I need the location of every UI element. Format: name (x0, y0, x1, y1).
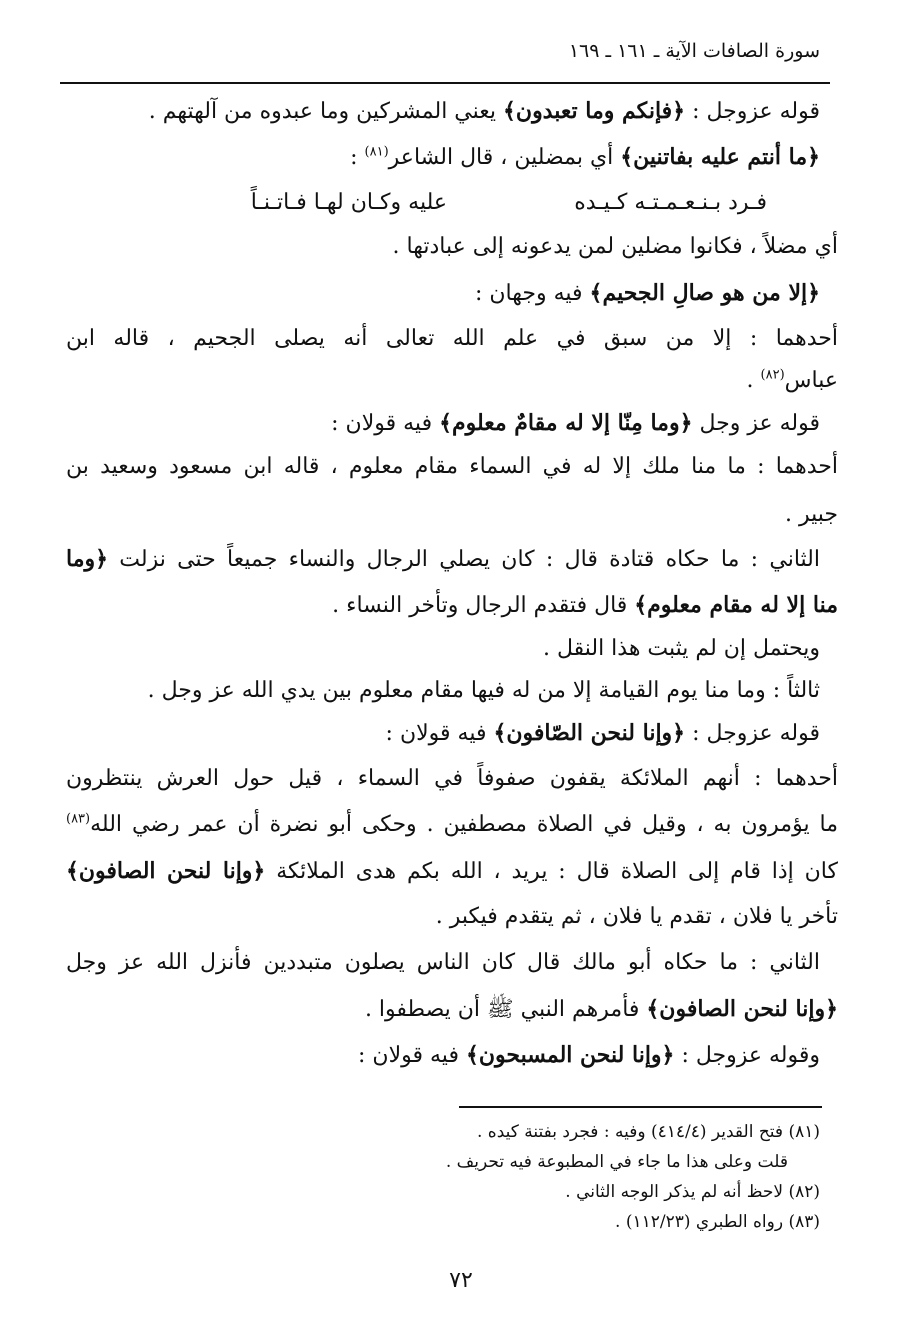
text: فيه وجهان : (474, 281, 590, 306)
running-head: سورة الصافات الآية ـ ١٦١ ـ ١٦٩ (568, 40, 820, 62)
body-line-5 (475, 278, 820, 309)
body-line-8 (331, 408, 820, 439)
footnote-rule (459, 1106, 822, 1108)
footnote-81: (٨١) فتح القدير (٤١٤/٤) وفيه : فجرد بفتنة كيده . (477, 1122, 820, 1142)
text: فيه قولان : (358, 1043, 466, 1068)
quran-quote: ﴿وإنا لنحن المسبحون﴾ (465, 1042, 675, 1068)
body-line-17 (66, 810, 838, 840)
footnote-82: (٨٢) لاحظ أنه لم يذكر الوجه الثاني . (565, 1182, 820, 1202)
text: قوله عز وجل (692, 411, 820, 436)
text: الثاني : ما حكاه قتادة قال : كان يصلي الرجال والنساء جميعاً حتى نزلت (108, 547, 820, 572)
text: : (350, 145, 365, 170)
body-line-11 (66, 544, 820, 575)
body-line-2 (350, 142, 820, 173)
body-line-22 (358, 1040, 820, 1071)
footnote-81-remark: قلت وعلى هذا ما جاء في المطبوعة فيه تحريف . (445, 1152, 788, 1172)
text: فأمرهم النبي ﷺ أن يصطفوا . (364, 997, 647, 1022)
text: قوله عزوجل : (685, 99, 820, 124)
quran-quote: ﴿وإنا لنحن الصافون﴾ (66, 858, 266, 884)
text: . (746, 368, 761, 393)
body-line-19: تأخر يا فلان ، تقدم يا فلان ، ثم يتقدم فيكبر . (435, 904, 838, 929)
text: وقوله عزوجل : (674, 1043, 820, 1068)
body-line-13: ويحتمل إن لم يثبت هذا النقل . (542, 636, 820, 661)
text: كان إذا قام إلى الصلاة قال : يريد ، الله بكم هدى الملائكة (265, 859, 838, 884)
body-line-12 (332, 590, 838, 621)
verse-first-hemistich: فـرد بـنـعـمـتـه كـيـده (574, 190, 767, 215)
verse-second-hemistich: عليه وكـان لهـا فـاتـنـاً (250, 190, 447, 215)
body-line-21 (365, 994, 838, 1025)
footnote-ref: (٨١) (364, 144, 389, 160)
body-line-10: جبير . (784, 502, 838, 527)
body-line-7 (747, 366, 838, 396)
quran-quote: ﴿وما (66, 546, 109, 572)
quran-quote: منا إلا له مقام معلوم﴾ (634, 592, 838, 618)
text: فيه قولان : (385, 721, 494, 746)
body-line-18 (66, 856, 838, 887)
footnote-83: (٨٣) رواه الطبري (١١٢/٢٣) . (615, 1212, 820, 1232)
body-line-15 (386, 718, 820, 749)
header-rule (60, 82, 830, 84)
body-line-9: أحدهما : ما منا ملك إلا له في السماء مقام معلوم ، قاله ابن مسعود وسعيد بن (66, 454, 838, 479)
text: فيه قولان : (331, 411, 440, 436)
body-line-14: ثالثاً : وما منا يوم القيامة إلا من له فيها مقام معلوم بين يدي الله عز وجل . (147, 678, 820, 703)
quran-quote: ﴿ما أنتم عليه بفاتنين﴾ (620, 144, 820, 170)
page-number: ٧٢ (449, 1268, 473, 1293)
body-line-4: أي مضلاً ، فكانوا مضلين لمن يدعونه إلى عبادتها . (392, 234, 838, 259)
footnote-ref: (٨٢) (760, 367, 785, 383)
text: عباس (784, 368, 838, 393)
body-line-20: الثاني : ما حكاه أبو مالك قال كان الناس يصلون متبددين فأنزل الله عز وجل (66, 950, 820, 975)
text: قال فتقدم الرجال وتأخر النساء . (332, 593, 635, 618)
quran-quote: ﴿وما مِنّا إلا له مقامٌ معلوم﴾ (439, 410, 693, 436)
body-line-16: أحدهما : أنهم الملائكة يقفون صفوفاً في السماء ، قيل حول العرش ينتظرون (66, 766, 838, 791)
text: أي بمضلين ، قال الشاعر (388, 145, 621, 170)
body-line-1 (149, 96, 820, 127)
quran-quote: ﴿وإنا لنحن الصّافون﴾ (493, 720, 686, 746)
quran-quote: ﴿فإنكم وما تعبدون﴾ (503, 98, 686, 124)
quran-quote: ﴿وإنا لنحن الصافون﴾ (646, 996, 838, 1022)
footnote-ref: (٨٣) (66, 811, 91, 827)
body-line-6: أحدهما : إلا من سبق في علم الله تعالى أنه يصلى الجحيم ، قاله ابن (66, 326, 838, 351)
text: ما يؤمرون به ، وقيل في الصلاة مصطفين . وحكى أبو نضرة أن عمر رضي الله (90, 812, 838, 837)
quran-quote: ﴿إلا من هو صالِ الجحيم﴾ (589, 280, 820, 306)
text: قوله عزوجل : (685, 721, 820, 746)
text: يعني المشركين وما عبدوه من آلهتهم . (148, 99, 504, 124)
